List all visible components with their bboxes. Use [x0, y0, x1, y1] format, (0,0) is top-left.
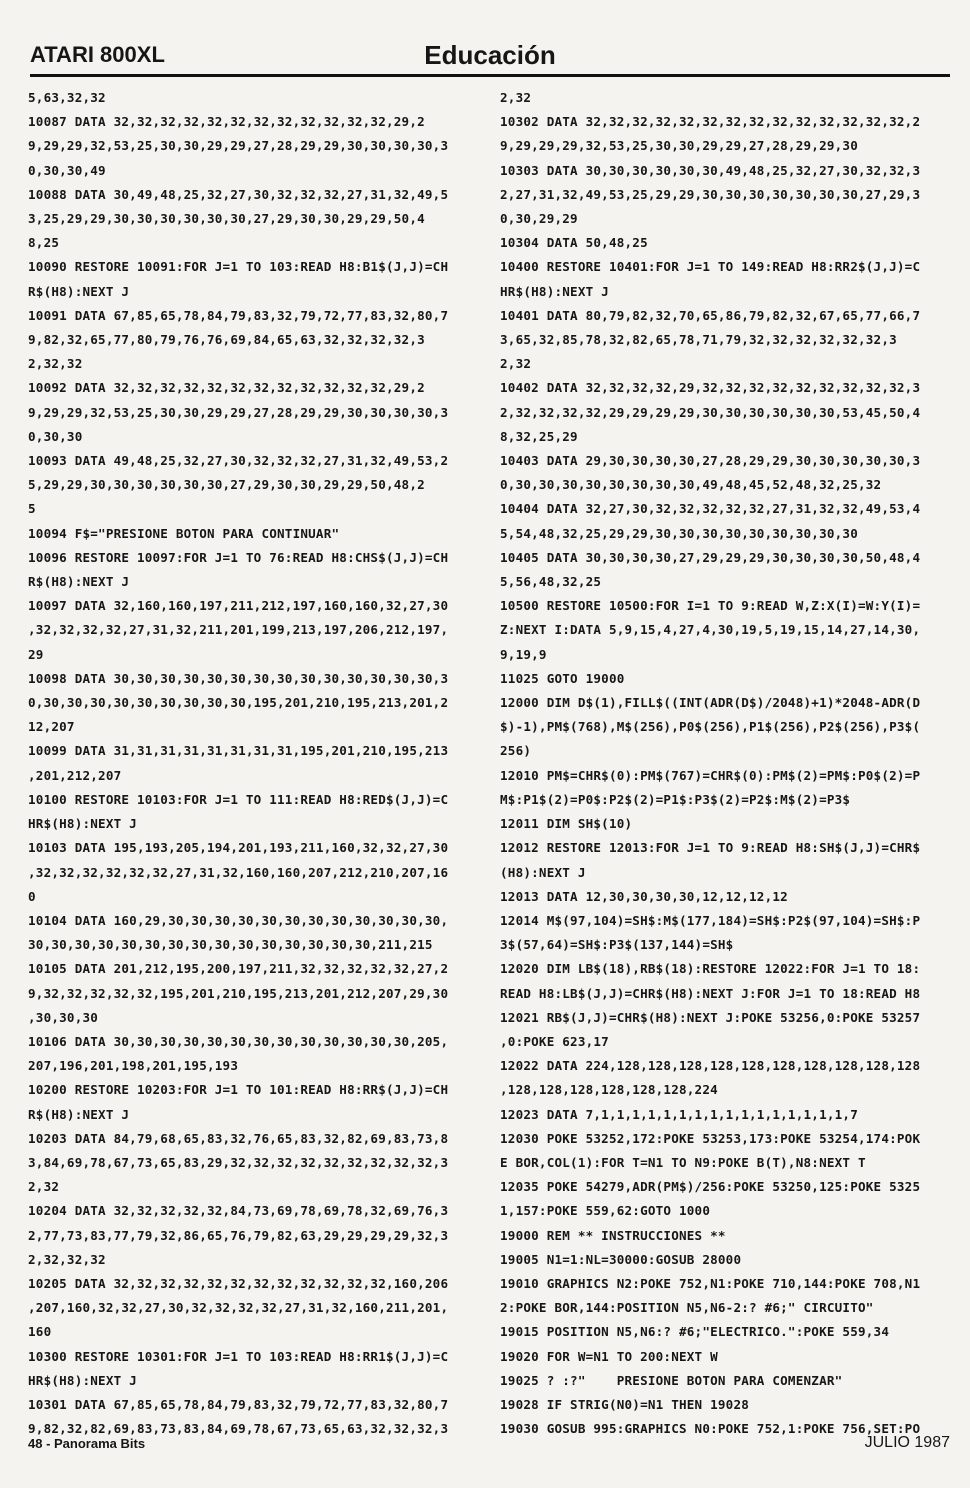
code-line: 10087 DATA 32,32,32,32,32,32,32,32,32,32,32,32,29,2 — [28, 114, 425, 130]
code-line: R$(H8):NEXT J — [28, 283, 130, 299]
code-line: 19028 IF STRIG(N0)=N1 THEN 19028 — [500, 1396, 750, 1412]
code-line: 10403 DATA 29,30,30,30,30,27,28,29,29,30,30,30,30,30,3 — [500, 453, 921, 469]
code-line: 0,30,30,30,30,30,30,30,30,30,195,201,210,195,213,201,2 — [28, 695, 449, 711]
code-line: 10405 DATA 30,30,30,30,27,29,29,29,30,30,30,30,50,48,4 — [500, 549, 921, 565]
code-line: HR$(H8):NEXT J — [28, 816, 137, 832]
code-line: 8,32,25,29 — [500, 428, 578, 444]
code-line: 10090 RESTORE 10091:FOR J=1 TO 103:READ H8:B1$(J,J)=CH — [28, 259, 449, 275]
page-header — [30, 40, 950, 80]
issue-date: JULIO 1987 — [864, 1434, 950, 1451]
code-line: 10098 DATA 30,30,30,30,30,30,30,30,30,30,30,30,30,30,3 — [28, 670, 449, 686]
code-line: M$:P1$(2)=P0$:P2$(2)=P1$:P3$(2)=P2$:M$(2)=P3$ — [500, 791, 851, 807]
code-line: 12,207 — [28, 719, 75, 735]
code-line: 2,32 — [500, 356, 532, 372]
code-line: 2,32,32,32 — [28, 1251, 106, 1267]
code-line: E BOR,COL(1):FOR T=N1 TO N9:POKE B(T),N8:NEXT T — [500, 1154, 866, 1170]
code-line: 10104 DATA 160,29,30,30,30,30,30,30,30,30,30,30,30,30, — [28, 912, 449, 928]
code-line: R$(H8):NEXT J — [28, 1106, 130, 1122]
code-line: 160 — [28, 1324, 52, 1340]
code-line: 10106 DATA 30,30,30,30,30,30,30,30,30,30,30,30,30,205, — [28, 1033, 449, 1049]
code-line: 10204 DATA 32,32,32,32,32,84,73,69,78,69,78,32,69,76,3 — [28, 1203, 449, 1219]
code-line: 9,29,29,32,53,25,30,30,29,29,27,28,29,29,30,30,30,30,3 — [28, 404, 449, 420]
code-line: 12012 RESTORE 12013:FOR J=1 TO 9:READ H8:SH$(J,J)=CHR$ — [500, 840, 921, 856]
code-line: 10303 DATA 30,30,30,30,30,30,49,48,25,32,27,30,32,32,3 — [500, 162, 921, 178]
code-line: 2,32,32,32,32,29,29,29,29,30,30,30,30,30,30,53,45,50,4 — [500, 404, 921, 420]
code-line: 10103 DATA 195,193,205,194,201,193,211,160,32,32,27,30 — [28, 840, 449, 856]
code-line: 12035 POKE 54279,ADR(PM$)/256:POKE 53250,125:POKE 5325 — [500, 1179, 921, 1195]
code-line: 3$(57,64)=SH$:P3$(137,144)=SH$ — [500, 937, 734, 953]
code-line: 10093 DATA 49,48,25,32,27,30,32,32,32,27,31,32,49,53,2 — [28, 453, 449, 469]
listing-column-left — [28, 86, 480, 1437]
code-line: $)-1),PM$(768),M$(256),P0$(256),P1$(256),P2$(256),P3$( — [500, 719, 921, 735]
code-line: 12021 RB$(J,J)=CHR$(H8):NEXT J:POKE 53256,0:POKE 53257 — [500, 1009, 921, 1025]
code-line: 10100 RESTORE 10103:FOR J=1 TO 111:READ H8:RED$(J,J)=C — [28, 791, 449, 807]
code-line: ,201,212,207 — [28, 767, 122, 783]
code-line: 10500 RESTORE 10500:FOR I=1 TO 9:READ W,Z:X(I)=W:Y(I)= — [500, 598, 921, 614]
code-line: 10301 DATA 67,85,65,78,84,79,83,32,79,72,77,83,32,80,7 — [28, 1396, 449, 1412]
code-line: 8,25 — [28, 235, 60, 251]
code-line: 10200 RESTORE 10203:FOR J=1 TO 101:READ H8:RR$(J,J)=CH — [28, 1082, 449, 1098]
code-line: 10401 DATA 80,79,82,32,70,65,86,79,82,32,67,65,77,66,7 — [500, 307, 921, 323]
section-title: Educación — [424, 40, 556, 70]
code-line: 19000 REM ** INSTRUCCIONES ** — [500, 1227, 726, 1243]
code-line: 10105 DATA 201,212,195,200,197,211,32,32,32,32,32,27,2 — [28, 961, 449, 977]
code-line: 5,54,48,32,25,29,29,30,30,30,30,30,30,30,30,30 — [500, 525, 858, 541]
code-line: 9,82,32,82,69,83,73,83,84,69,78,67,73,65,63,32,32,32,3 — [28, 1421, 449, 1437]
code-line: 12022 DATA 224,128,128,128,128,128,128,128,128,128,128 — [500, 1058, 921, 1074]
magazine-section-label: ATARI 800XL — [30, 42, 165, 67]
code-line: ,32,32,32,32,32,32,27,31,32,160,160,207,212,210,207,16 — [28, 864, 449, 880]
code-line: 10091 DATA 67,85,65,78,84,79,83,32,79,72,77,83,32,80,7 — [28, 307, 449, 323]
code-line: 0,30,30,49 — [28, 162, 106, 178]
code-line: 5 — [28, 501, 36, 517]
header-rule — [30, 74, 950, 77]
code-line: HR$(H8):NEXT J — [28, 1372, 137, 1388]
code-line: 12014 M$(97,104)=SH$:M$(177,184)=SH$:P2$(97,104)=SH$:P — [500, 912, 921, 928]
code-line: ,0:POKE 623,17 — [500, 1033, 609, 1049]
code-line: 9,82,32,65,77,80,79,76,76,69,84,65,63,32,32,32,32,3 — [28, 332, 425, 348]
code-line: 10205 DATA 32,32,32,32,32,32,32,32,32,32,32,32,160,206 — [28, 1275, 449, 1291]
code-line: 5,63,32,32 — [28, 90, 106, 105]
code-line: 3,25,29,29,30,30,30,30,30,30,27,29,30,30,29,29,50,4 — [28, 211, 425, 227]
code-line: 0,30,30,30,30,30,30,30,30,49,48,45,52,48,32,25,32 — [500, 477, 882, 493]
code-line: R$(H8):NEXT J — [28, 574, 130, 590]
code-line: 2:POKE BOR,144:POSITION N5,N6-2:? #6;" CIRCUITO" — [500, 1300, 874, 1316]
code-line: 19020 FOR W=N1 TO 200:NEXT W — [500, 1348, 718, 1364]
code-line: 207,196,201,198,201,195,193 — [28, 1058, 239, 1074]
code-line: 2,32,32 — [28, 356, 83, 372]
code-line: 10302 DATA 32,32,32,32,32,32,32,32,32,32,32,32,32,32,2 — [500, 114, 921, 130]
code-line: 2,77,73,83,77,79,32,86,65,76,79,82,63,29,29,29,29,32,3 — [28, 1227, 449, 1243]
code-line: 19010 GRAPHICS N2:POKE 752,N1:POKE 710,144:POKE 708,N1 — [500, 1275, 921, 1291]
code-line: 1,157:POKE 559,62:GOTO 1000 — [500, 1203, 711, 1219]
code-line: 9,29,29,29,32,53,25,30,30,29,29,27,28,29,29,30 — [500, 138, 858, 154]
code-line: 10300 RESTORE 10301:FOR J=1 TO 103:READ H8:RR1$(J,J)=C — [28, 1348, 449, 1364]
code-line: 11025 GOTO 19000 — [500, 670, 625, 686]
code-line: 30,30,30,30,30,30,30,30,30,30,30,30,30,30,30,211,215 — [28, 937, 433, 953]
code-line: 19030 GOSUB 995:GRAPHICS N0:POKE 752,1:POKE 756,SET:PO — [500, 1421, 921, 1437]
code-line: READ H8:LB$(J,J)=CHR$(H8):NEXT J:FOR J=1 TO 18:READ H8 — [500, 985, 921, 1001]
code-line: 2,32 — [28, 1179, 60, 1195]
code-line: ,128,128,128,128,128,128,224 — [500, 1082, 718, 1098]
code-line: 256) — [500, 743, 532, 759]
code-line: 9,32,32,32,32,32,195,201,210,195,213,201,212,207,29,30 — [28, 985, 449, 1001]
code-line: 10092 DATA 32,32,32,32,32,32,32,32,32,32,32,32,29,2 — [28, 380, 425, 396]
code-line: (H8):NEXT J — [500, 864, 586, 880]
code-line: 12000 DIM D$(1),FILL$((INT(ADR(D$)/2048)+1)*2048-ADR(D — [500, 695, 921, 711]
code-line: 10097 DATA 32,160,160,197,211,212,197,160,160,32,27,30 — [28, 598, 449, 614]
code-line: 10099 DATA 31,31,31,31,31,31,31,31,195,201,210,195,213 — [28, 743, 449, 759]
code-line: ,207,160,32,32,27,30,32,32,32,32,27,31,32,160,211,201, — [28, 1300, 449, 1316]
code-line: 9,19,9 — [500, 646, 547, 662]
code-line: 19025 ? :?" PRESIONE BOTON PARA COMENZAR" — [500, 1372, 843, 1388]
code-line: 19005 N1=1:NL=30000:GOSUB 28000 — [500, 1251, 742, 1267]
code-line: 0,30,29,29 — [500, 211, 578, 227]
code-line: 0 — [28, 888, 36, 904]
code-line: 9,29,29,32,53,25,30,30,29,29,27,28,29,29,30,30,30,30,3 — [28, 138, 449, 154]
code-line: 10404 DATA 32,27,30,32,32,32,32,32,27,31,32,32,49,53,4 — [500, 501, 921, 517]
code-line: 10203 DATA 84,79,68,65,83,32,76,65,83,32,82,69,83,73,8 — [28, 1130, 449, 1146]
code-line: 29 — [28, 646, 44, 662]
code-line: 12010 PM$=CHR$(0):PM$(767)=CHR$(0):PM$(2)=PM$:P0$(2)=P — [500, 767, 921, 783]
listing-column-right — [500, 86, 958, 1437]
code-line: 3,84,69,78,67,73,65,83,29,32,32,32,32,32,32,32,32,32,3 — [28, 1154, 449, 1170]
code-line: 5,56,48,32,25 — [500, 574, 602, 590]
code-line: 5,29,29,30,30,30,30,30,30,27,29,30,30,29,29,50,48,2 — [28, 477, 425, 493]
code-line: HR$(H8):NEXT J — [500, 283, 609, 299]
code-line: 0,30,30 — [28, 428, 83, 444]
code-line: 10088 DATA 30,49,48,25,32,27,30,32,32,32,27,31,32,49,5 — [28, 186, 449, 202]
code-line: 10304 DATA 50,48,25 — [500, 235, 648, 251]
code-line: 12020 DIM LB$(18),RB$(18):RESTORE 12022:FOR J=1 TO 18: — [500, 961, 921, 977]
code-line: 10096 RESTORE 10097:FOR J=1 TO 76:READ H8:CHS$(J,J)=CH — [28, 549, 449, 565]
page-footer — [28, 1436, 950, 1456]
code-line: 12023 DATA 7,1,1,1,1,1,1,1,1,1,1,1,1,1,1,1,1,7 — [500, 1106, 858, 1122]
code-line: 10094 F$="PRESIONE BOTON PARA CONTINUAR" — [28, 525, 340, 541]
code-line: 3,65,32,85,78,32,82,65,78,71,79,32,32,32,32,32,32,3 — [500, 332, 897, 348]
code-line: 12030 POKE 53252,172:POKE 53253,173:POKE 53254,174:POK — [500, 1130, 921, 1146]
code-line: 2,32 — [500, 90, 532, 105]
code-line: 10400 RESTORE 10401:FOR J=1 TO 149:READ H8:RR2$(J,J)=C — [500, 259, 921, 275]
code-line: 19015 POSITION N5,N6:? #6;"ELECTRICO.":POKE 559,34 — [500, 1324, 890, 1340]
code-line: 12013 DATA 12,30,30,30,30,12,12,12,12 — [500, 888, 788, 904]
code-line: Z:NEXT I:DATA 5,9,15,4,27,4,30,19,5,19,15,14,27,14,30, — [500, 622, 921, 638]
code-line: 10402 DATA 32,32,32,32,29,32,32,32,32,32,32,32,32,32,3 — [500, 380, 921, 396]
code-line: 12011 DIM SH$(10) — [500, 816, 633, 832]
page-number-label: 48 - Panorama Bits — [28, 1436, 146, 1451]
code-line: ,32,32,32,32,27,31,32,211,201,199,213,197,206,212,197, — [28, 622, 449, 638]
code-line: ,30,30,30 — [28, 1009, 99, 1025]
code-line: 2,27,31,32,49,53,25,29,29,30,30,30,30,30,30,30,27,29,3 — [500, 186, 921, 202]
